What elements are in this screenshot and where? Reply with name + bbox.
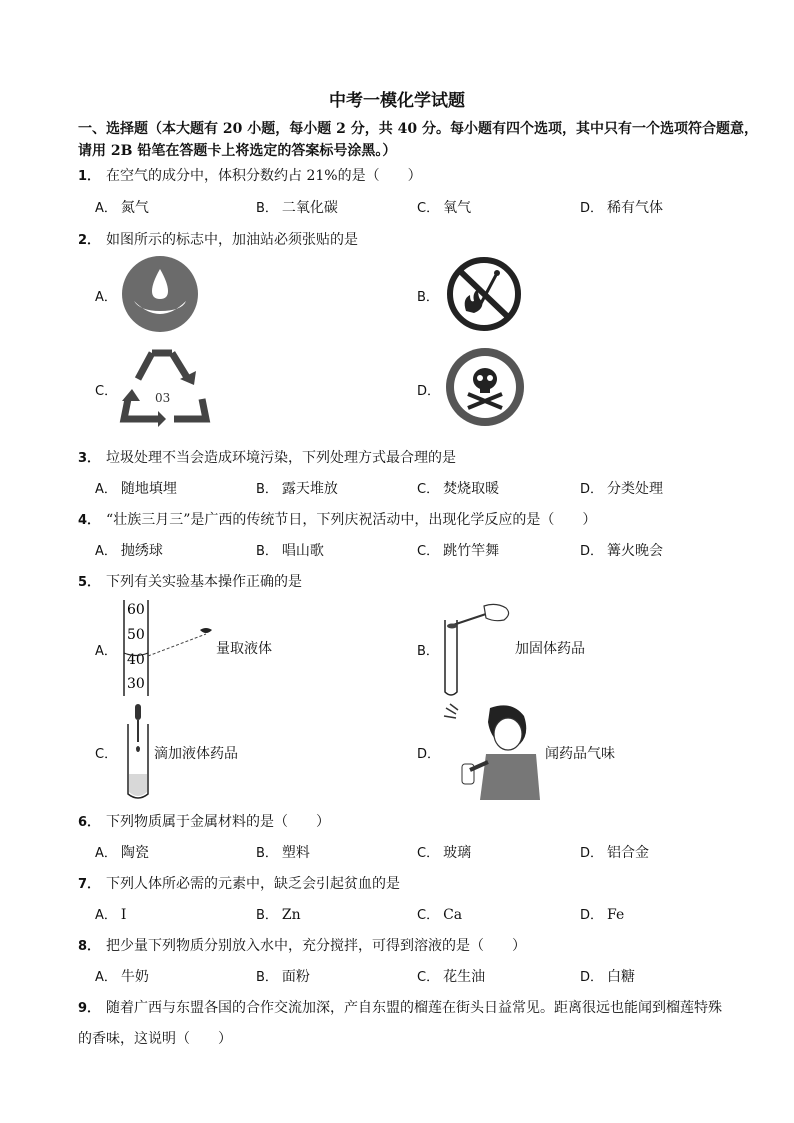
question-number: 6． [78,815,101,830]
option-caption: 量取液体 [216,641,272,657]
question-text: “壮族三月三”是广西的传统节日，下列庆祝活动中，出现化学反应的是（ ） [106,512,597,528]
option-c: C． [95,384,118,399]
question-text: 如图所示的标志中，加油站必须张贴的是 [106,232,359,248]
option-a: A． 牛奶 [95,969,149,985]
option-d: D． Fe [580,907,625,923]
dropper-tube-icon [124,702,154,806]
question-text: 把少量下列物质分别放入水中，充分搅拌，可得到溶液的是（ ） [106,938,527,954]
question-4 [78,509,596,529]
option-a: A． I [95,907,127,923]
graduated-cylinder-icon [118,598,218,702]
option-c: C． 花生油 [417,969,486,985]
section-heading: 一、选择题（本大题有 20 小题，每小题 2 分，共 40 分。每小题有四个选项，其中只有一个选项符合题意，请用 2B 铅笔在答题卡上将选定的答案标号涂黑。） [78,121,758,159]
question-number: 5． [78,575,101,590]
question-5 [78,571,302,591]
question-text: 在空气的成分中，体积分数约占 21%的是（ ） [106,168,422,184]
option-caption: 闻药品气味 [545,746,615,762]
option-d: D． [417,747,441,762]
child-smelling-icon [440,700,544,806]
question-number: 3． [78,451,101,466]
question-3 [78,447,456,467]
option-d: D． 分类处理 [580,481,664,497]
question-text: 下列物质属于金属材料的是（ ） [106,814,331,830]
recycle-icon [118,345,212,433]
svg-text:40: 40 [127,652,145,668]
test-tube-spatula-icon [440,600,520,704]
option-d: D． 铝合金 [580,845,650,861]
question-9 [78,997,722,1017]
option-b: B． 面粉 [256,969,310,985]
question-number: 1． [78,169,101,184]
option-a: A． [95,644,117,659]
option-b: B． 塑料 [256,845,310,861]
option-a: A． [95,290,117,305]
question-1 [78,165,422,185]
option-d: D． [417,384,441,399]
option-c: C． [95,747,118,762]
question-text: 下列人体所必需的元素中，缺乏会引起贫血的是 [106,876,401,892]
question-text: 下列有关实验基本操作正确的是 [106,574,303,590]
question-9-continued: 的香味，这说明（ ） [78,1031,232,1047]
question-number: 4． [78,513,101,528]
option-caption: 滴加液体药品 [154,746,238,762]
question-8 [78,935,526,955]
option-b: B． Zn [256,907,301,923]
option-c: C． 焚烧取暖 [417,481,500,497]
question-number: 7． [78,877,101,892]
svg-text:50: 50 [127,627,145,643]
option-c: C． 跳竹竿舞 [417,543,500,559]
recycle-code: 03 [155,391,171,405]
question-number: 2． [78,233,101,248]
page-title: 中考一模化学试题 [329,91,465,111]
option-a: A． 氮气 [95,200,149,216]
option-b: B． [417,290,439,305]
no-fire-icon [444,255,524,337]
poison-skull-icon [444,346,526,432]
water-saving-icon [120,255,200,337]
question-text: 垃圾处理不当会造成环境污染，下列处理方式最合理的是 [106,450,457,466]
option-b: B． 唱山歌 [256,543,324,559]
option-b: B． 露天堆放 [256,481,338,497]
question-number: 9． [78,1001,101,1016]
option-b: B． [417,644,439,659]
option-d: D． 稀有气体 [580,200,664,216]
option-a: A． 随地填埋 [95,481,177,497]
option-d: D． 白糖 [580,969,636,985]
option-c: C． Ca [417,907,463,923]
svg-text:30: 30 [127,676,145,692]
question-text: 随着广西与东盟各国的合作交流加深，产自东盟的榴莲在街头日益常见。距离很远也能闻到榴莲特殊 [106,1000,723,1016]
option-caption: 加固体药品 [515,641,585,657]
option-b: B． 二氧化碳 [256,200,338,216]
option-a: A． 陶瓷 [95,845,149,861]
svg-text:60: 60 [127,602,145,618]
option-c: C． 玻璃 [417,845,472,861]
option-c: C． 氧气 [417,200,472,216]
option-a: A． 抛绣球 [95,543,163,559]
question-6 [78,811,330,831]
option-d: D． 篝火晚会 [580,543,664,559]
question-2 [78,229,358,249]
question-7 [78,873,400,893]
question-number: 8． [78,939,101,954]
